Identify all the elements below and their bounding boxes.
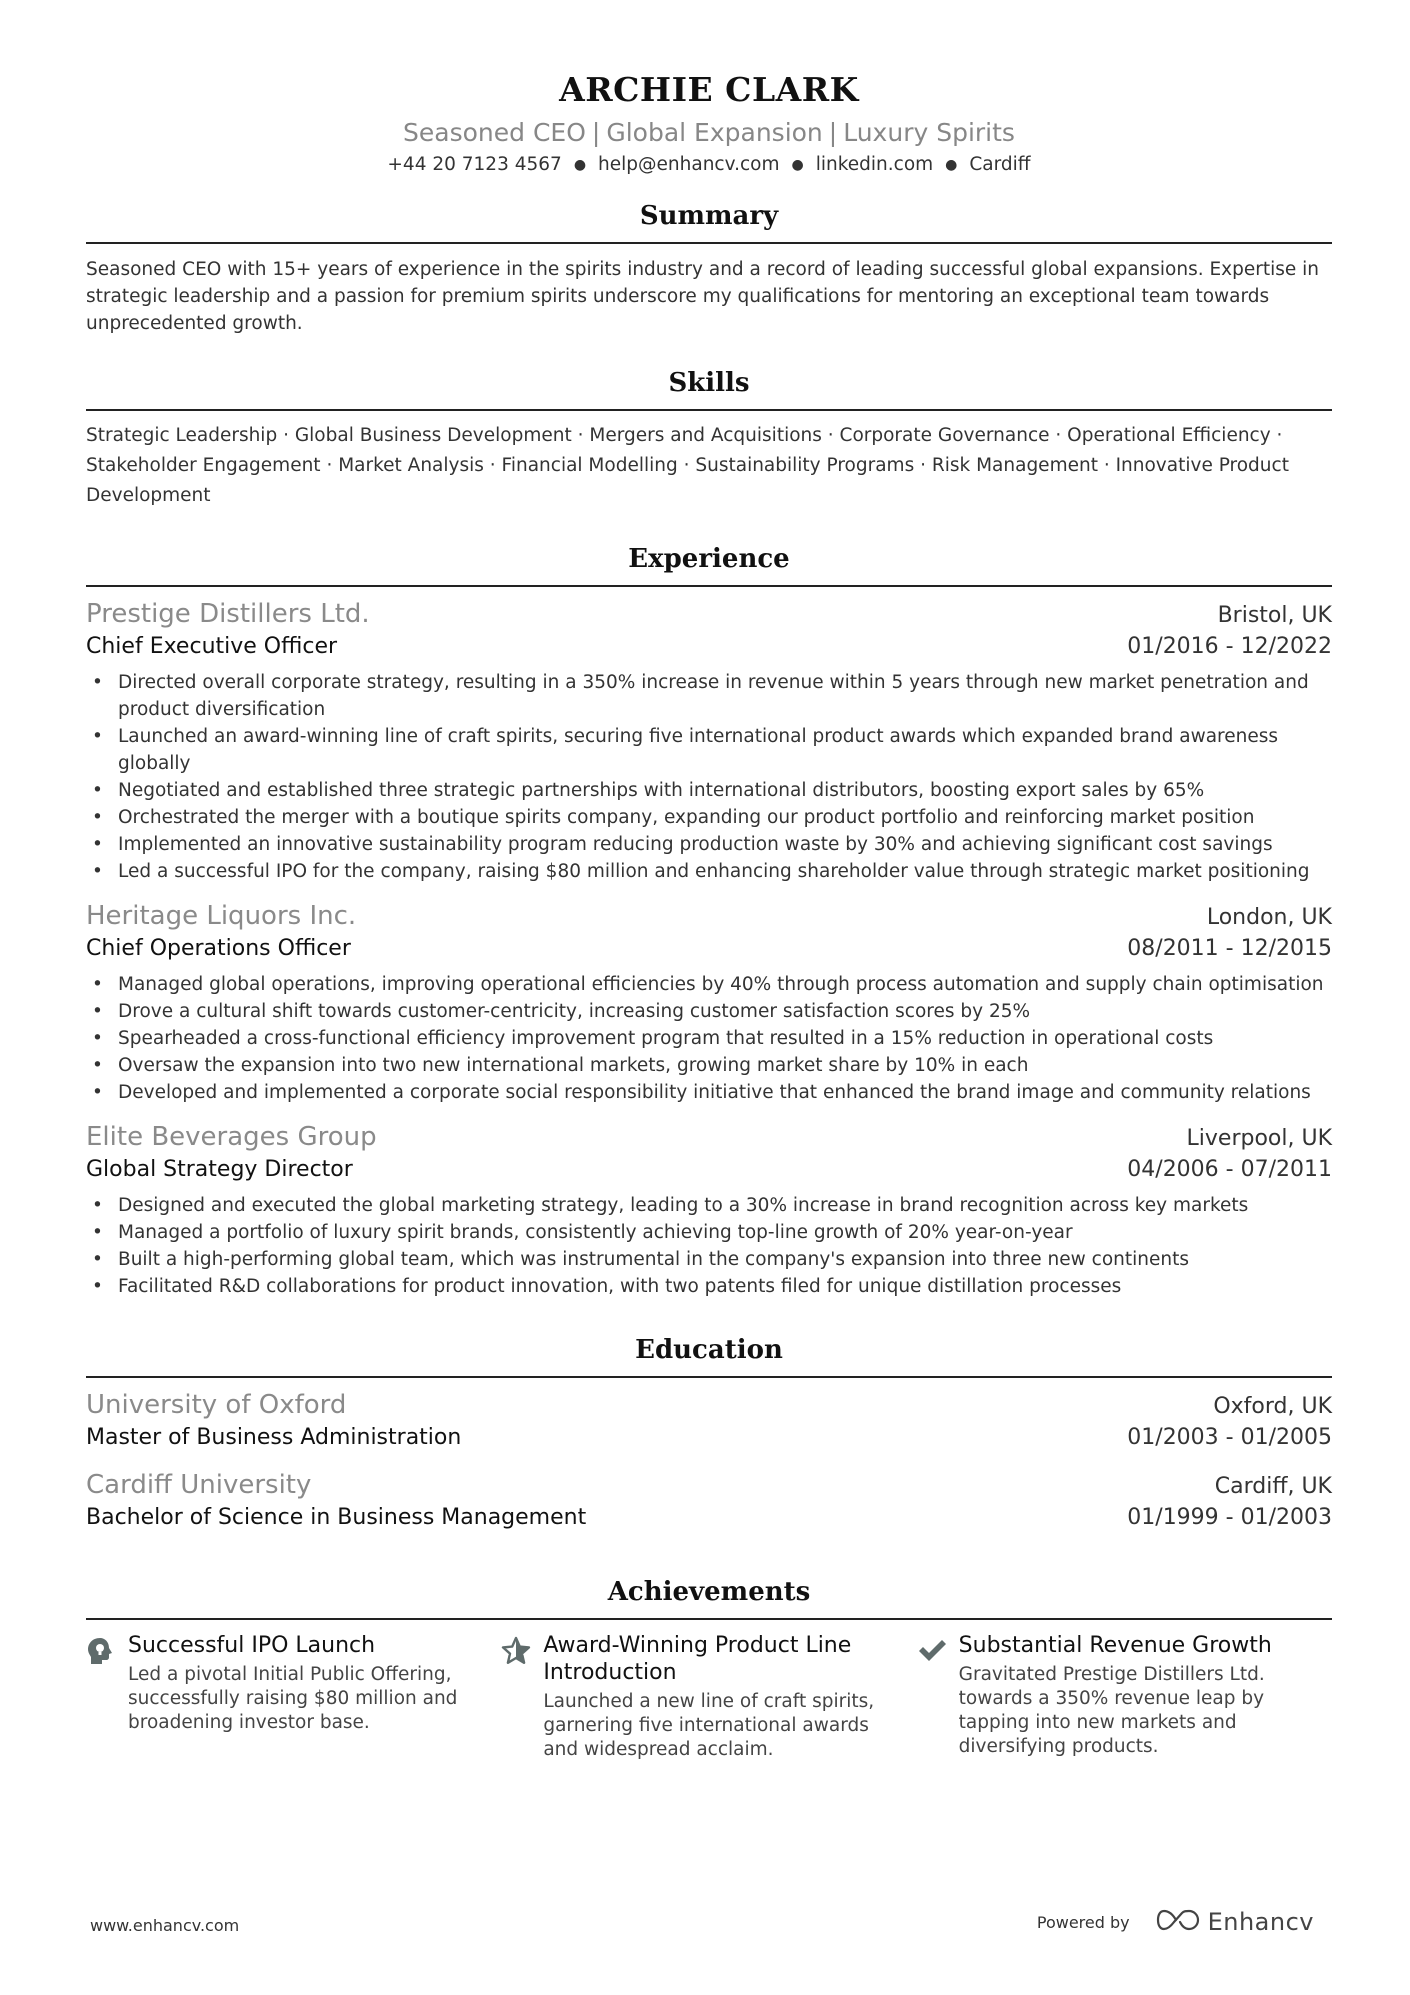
list-item: • Oversaw the expansion into two new international markets, growing market share by 10% in each [86, 1052, 1332, 1079]
list-item: • Directed overall corporate strategy, resulting in a 350% increase in revenue within 5 years through new market penetration and product diversification [86, 669, 1332, 723]
bullet-separator: ● [945, 157, 958, 173]
list-item: • Managed global operations, improving operational efficiencies by 40% through process automation and supply chain optimisation [86, 971, 1332, 998]
headline-item: Seasoned CEO [403, 118, 586, 147]
degree: Bachelor of Science in Business Management [86, 1505, 587, 1530]
achievement-description: Led a pivotal Initial Public Offering, successfully raising $80 million and broadening investor base. [128, 1664, 458, 1733]
section-divider [86, 242, 1332, 244]
job-location: London, UK [1206, 905, 1332, 930]
section-title: Skills [668, 368, 750, 398]
footer-website[interactable]: www.enhancv.com [90, 1916, 240, 1935]
job-title: Global Strategy Director [86, 1157, 353, 1182]
bullet-list [86, 669, 1332, 885]
footer-branding [1037, 1908, 1314, 1936]
headline-item: Global Expansion [606, 118, 823, 147]
enhancv-logo-icon [1156, 1908, 1200, 1936]
education-dates: 01/1999 - 01/2003 [1127, 1505, 1332, 1530]
job-dates: 08/2011 - 12/2015 [1127, 936, 1332, 961]
section-divider [86, 1618, 1332, 1620]
powered-by-label: Powered by [1036, 1912, 1130, 1932]
achievement-title: Award-Winning Product Line Introduction [543, 1633, 852, 1685]
resume-page [86, 72, 1332, 1762]
contact-linkedin[interactable]: linkedin.com [815, 154, 934, 175]
section-divider [86, 409, 1332, 411]
achievement-item [501, 1632, 916, 1762]
skills-section [86, 365, 1332, 511]
head-idea-icon [86, 1632, 128, 1762]
list-item: • Developed and implemented a corporate social responsibility initiative that enhanced the brand image and community relations [86, 1079, 1332, 1106]
resume-header [86, 64, 1332, 178]
section-title: Summary [639, 201, 779, 231]
education-entry [86, 1468, 1332, 1534]
bullet-list [86, 971, 1332, 1106]
list-item: • Facilitated R&D collaborations for product innovation, with two patents filed for unique distillation processes [86, 1273, 1332, 1300]
list-item: • Orchestrated the merger with a boutique spirits company, expanding our product portfolio and reinforcing market position [86, 804, 1332, 831]
section-divider [86, 585, 1332, 587]
achievement-item [917, 1632, 1332, 1762]
company-name: Prestige Distillers Ltd. [86, 599, 370, 629]
contact-email[interactable]: help@enhancv.com [598, 154, 780, 175]
achievements-section [86, 1574, 1332, 1762]
headline-separator: | [828, 118, 838, 147]
achievement-item [86, 1632, 501, 1762]
skills-list: Strategic Leadership · Global Business Development · Mergers and Acquisitions · Corporate Governance · Operational Efficiency · Stakeholder Engagement · Market Analysis · Financial Modelling · Sustainability Programs · Risk Management · Innovative Product Development [86, 425, 1289, 506]
summary-text: Seasoned CEO with 15+ years of experience in the spirits industry and a record of leading successful global expansions. Expertise in strategic leadership and a passion for premium spirits underscore my qualifications for mentoring an exceptional team towards unprecedented growth. [86, 259, 1320, 334]
bullet-list [86, 1192, 1332, 1300]
list-item: • Launched an award-winning line of craft spirits, securing five international product awards which expanded brand awareness globally [86, 723, 1332, 777]
company-name: Elite Beverages Group [86, 1122, 377, 1152]
contact-line [86, 152, 1332, 178]
job-title: Chief Operations Officer [86, 936, 351, 961]
achievement-description: Gravitated Prestige Distillers Ltd. towards a 350% revenue leap by tapping into new markets and diversifying products. [958, 1664, 1265, 1757]
company-name: Heritage Liquors Inc. [86, 901, 357, 931]
school-name: University of Oxford [86, 1390, 347, 1420]
list-item: • Designed and executed the global marketing strategy, leading to a 30% increase in brand recognition across key markets [86, 1192, 1332, 1219]
achievement-title: Substantial Revenue Growth [958, 1633, 1272, 1658]
candidate-name: ARCHIE CLARK [559, 70, 859, 109]
degree: Master of Business Administration [86, 1425, 462, 1450]
school-name: Cardiff University [86, 1470, 312, 1500]
experience-section [86, 541, 1332, 1300]
experience-entry [86, 597, 1332, 885]
school-location: Oxford, UK [1213, 1394, 1332, 1419]
achievement-title: Successful IPO Launch [128, 1633, 376, 1658]
education-dates: 01/2003 - 01/2005 [1127, 1425, 1332, 1450]
section-divider [86, 1376, 1332, 1378]
list-item: • Managed a portfolio of luxury spirit brands, consistently achieving top-line growth of 20% year-on-year [86, 1219, 1332, 1246]
achievement-description: Launched a new line of craft spirits, garnering five international awards and widespread acclaim. [543, 1691, 875, 1760]
list-item: • Led a successful IPO for the company, raising $80 million and enhancing shareholder value through strategic market positioning [86, 858, 1332, 885]
list-item: • Implemented an innovative sustainability program reducing production waste by 30% and achieving significant cost savings [86, 831, 1332, 858]
job-title: Chief Executive Officer [86, 634, 338, 659]
section-title: Achievements [607, 1577, 811, 1607]
check-icon [917, 1632, 959, 1762]
job-location: Bristol, UK [1217, 603, 1332, 628]
contact-phone[interactable]: +44 20 7123 4567 [387, 154, 562, 175]
experience-entry [86, 899, 1332, 1106]
job-dates: 01/2016 - 12/2022 [1127, 634, 1332, 659]
contact-location: Cardiff [969, 154, 1031, 175]
list-item: • Drove a cultural shift towards customer-centricity, increasing customer satisfaction scores by 25% [86, 998, 1332, 1025]
list-item: • Negotiated and established three strategic partnerships with international distributors, boosting export sales by 65% [86, 777, 1332, 804]
star-icon [501, 1632, 543, 1762]
list-item: • Built a high-performing global team, which was instrumental in the company's expansion into three new continents [86, 1246, 1332, 1273]
section-title: Education [635, 1335, 783, 1365]
bullet-separator: ● [573, 157, 587, 173]
school-location: Cardiff, UK [1214, 1474, 1332, 1499]
headline-separator: | [591, 118, 601, 147]
section-title: Experience [628, 544, 790, 574]
job-dates: 04/2006 - 07/2011 [1127, 1157, 1332, 1182]
summary-section [86, 198, 1332, 337]
bullet-separator: ● [791, 157, 804, 173]
headline [86, 116, 1332, 150]
experience-entry [86, 1120, 1332, 1300]
brand-name[interactable]: Enhancv [1207, 1908, 1314, 1936]
headline-item: Luxury Spirits [843, 118, 1015, 147]
education-entry [86, 1388, 1332, 1454]
list-item: • Spearheaded a cross-functional efficiency improvement program that resulted in a 15% reduction in operational costs [86, 1025, 1332, 1052]
achievements-list [86, 1632, 1332, 1762]
job-location: Liverpool, UK [1186, 1126, 1332, 1151]
education-section [86, 1332, 1332, 1534]
